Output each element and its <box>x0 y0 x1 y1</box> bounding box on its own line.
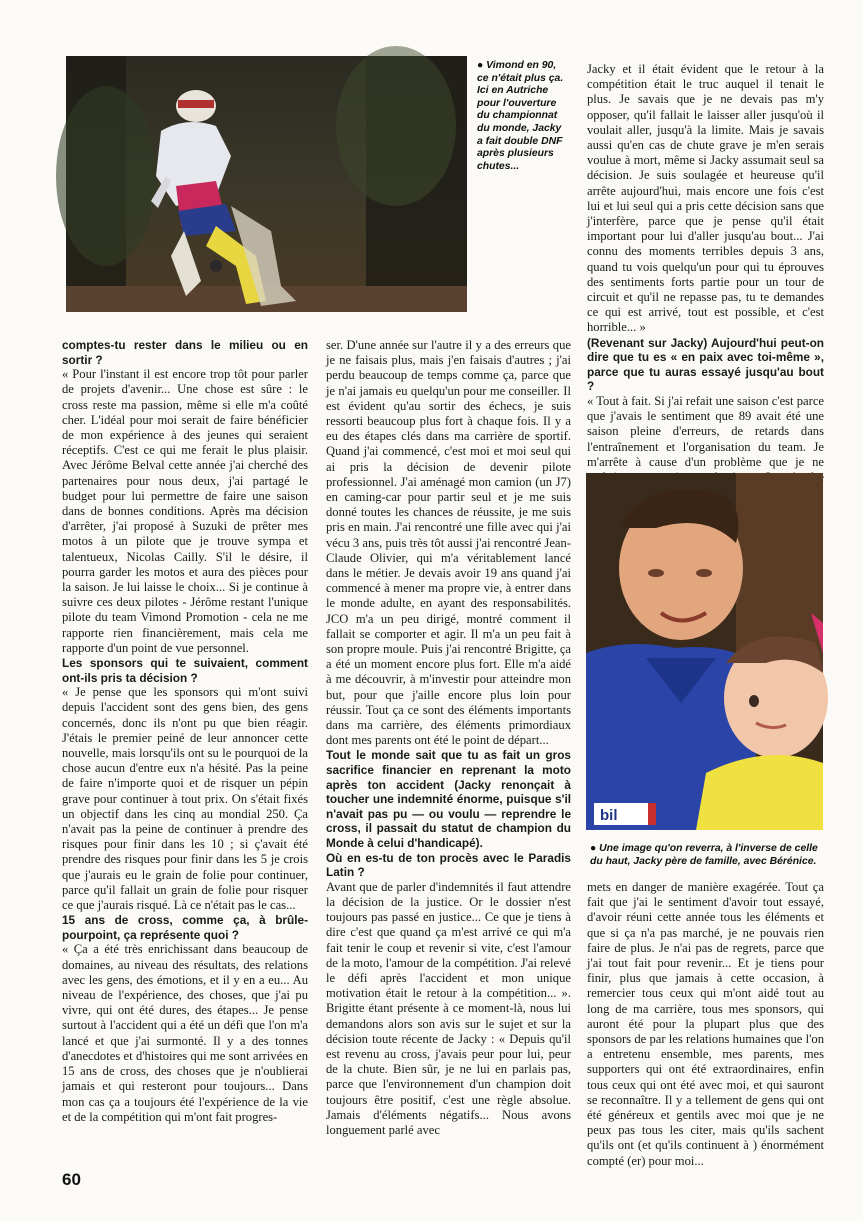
interview-question: (Revenant sur Jacky) Aujourd'hui peut-on dire que tu es « en paix avec toi-même », parce que tu auras essayé jusqu'au bout ? <box>587 335 824 394</box>
interview-question: Où en es-tu de ton procès avec le Paradis Latin ? <box>326 850 571 880</box>
interview-answer: « Tout à fait. Si j'ai refait une saison c'est parce que j'avais le sentiment que 89 avait été une saison pleine d'erreurs, de retards dans l'entraînement et l'organisation du team. Je m'arrête à cause d'un problème que je ne <box>587 394 824 469</box>
interview-question: comptes-tu rester dans le milieu ou en sortir ? <box>62 338 308 367</box>
interview-answer: mets en danger de manière exagérée. Tout ça fait que j'ai le sentiment d'avoir tout essayé, d'avoir réuni cette année tous les éléments et que si ça n'a pas marché, je ne pouvais rien faire de plus. Je n'ai pas de regrets, parce que j'ai tout fait pour revenir... Et je tiens pour finir, plus que jamais à cette occasion, à remercier tous ceux qui m'ont aidé tout au long de ma carrière, tous mes sponsors, qui auront été pour la plupart plus que des sponsors de par les relations humaines que l'on a entretenu ensemble, mes parents, mes supporters qui ont été extraordinaires, enfin tous ceux qui ont été avec moi, et qui sauront se reconnaître. Il y a tellement de gens qui ont été généreux et gentils avec moi que je ne peux pas tous les citer, mais qu'ils sachent qu'ils ont (et qu'ils continuent à ) énormément compté (er) pour moi... <box>587 880 824 1168</box>
interview-question: Tout le monde sait que tu as fait un gros sacrifice financier en reprenant la moto après ton accident (Jacky renonçait à toucher une indemnité énorme, puisque s'il n'avait pas pu — ou voulu — reprendre le cross, il passait du statut de champion du Monde à celui d'handicapé). <box>326 748 571 851</box>
caption-family: ● Une image qu'on reverra, à l'inverse de celle du haut, Jacky père de famille, avec Bérénice. <box>590 843 818 867</box>
interview-question: 15 ans de cross, comme ça, à brûle-pourpoint, ça représente quoi ? <box>62 913 308 942</box>
caption-top: ● Vimond en 90, ce n'était plus ça. Ici en Autriche pour l'ouverture du championnat du monde, Jacky a fait double DNF après plusieurs chutes... <box>477 60 564 172</box>
article-column-2 <box>326 338 571 1178</box>
photo-motocross-rider <box>66 56 467 312</box>
caption-family-text: Une image qu'on reverra, à l'inverse de celle du haut, Jacky père de famille, avec Bérénice. <box>590 843 818 867</box>
article-column-3-top <box>587 62 824 472</box>
interview-answer: Avant que de parler d'indemnités il faut attendre la décision de la justice. Or le dossier n'est toujours pas passé en justice... Ce que je tiens à dire c'est que quand ça m'est arrivé ce qui m'a fait tenir le coup et revenir si vite, c'est l'amour de la moto, l'amour de la compétition. J'ai relevé le défi après l'accident et mon unique motivation était le retour à la compétition... ». Brigitte étant présente à ce moment-là, nous lui demandons alors son avis sur le sujet et sur la décision toute récente de Jacky : « Depuis qu'il est revenu au cross, j'avais peur pour lui, peur de la chute. Bien sûr, je ne lui en parlais pas, parce que l'environnement d'un champion doit toujours être positif, c'est une règle absolue. Jamais d'éléments négatifs... Nous avons longuement parlé avec <box>326 879 571 1138</box>
interview-answer: « Je pense que les sponsors qui m'ont suivi depuis l'accident sont des gens bien, des gens concernés, donc ils n'ont pu que bien réagir. J'étais le premier peiné de leur annoncer cette nouvelle, mais lorsqu'ils ont su le pourquoi de la chose aucun d'entre eux n'a hésité. Pas la peine de faire n'importe quoi et de risquer un pépin grave pour continuer à tout prix. On s'était fixés un objectif dans les cinq au mondial 250. Ça n'avait pas la peine de continuer à prendre des risques pour finir dans les 10 ; si ç'avait été prendre des risques pour finir dans les 5 je crois que j'aurais eu le grain de folie pour continuer, parce qu'il fallait un grain de folie pour risquer ce que j'aurais risqué. Là ce n'était pas le cas... <box>62 685 308 913</box>
interview-answer: ser. D'une année sur l'autre il y a des erreurs que je ne faisais plus, mais j'en faisais d'autres ; j'ai perdu beaucoup de temps comme ça, parce que je n'ai jamais eu quelqu'un pour me conseiller. Il est évident qu'au sortir des échecs, je suis ressorti beaucoup plus fort à chaque fois. Il y a eu des étapes clés dans ma carrière de sportif. Quand j'ai commencé, c'est moi et moi seul qui ai pris la décision de devenir pilote professionnel. J'ai aménagé mon camion (un J7) en caming-car pour partir seul et je me suis donné toutes les chances de réussite, je me suis pris en main. J'ai rencontré une fille avec qui j'ai vécu 3 ans, puis très tôt aussi j'ai rencontré Jean-Claude Olivier, qui m'a véritablement lancé dans le métier. Je devais avoir 19 ans quand j'ai commencé à mener ma propre vie, à entrer dans le monde adulte, en ayant des responsabilités. JCO m'a un peu dirigé, montré comment il fallait se comporter et agir. Il m'a un peu fait à son propre moule. Puis j'ai rencontré Brigitte, ça a été un moment encore plus fort. Elle m'a aidé à me découvrir, à m'investir pour atteindre mon but, pour que j'aille encore plus loin pour réussir. Tout ça ce sont des éléments importants dans ma carrière, des éléments primordiaux dont mes parents ont été le point de départ... <box>326 338 571 748</box>
interview-question: Les sponsors qui te suivaient, comment ont-ils pris ta décision ? <box>62 656 308 685</box>
photo-father-and-baby <box>586 473 823 830</box>
article-column-1 <box>62 338 308 1178</box>
caption-top-text: Vimond en 90, ce n'était plus ça. Ici en Autriche pour l'ouverture du championnat du monde, Jacky a fait double DNF après plusieurs chutes... <box>477 60 564 172</box>
article-column-3-bottom <box>587 880 824 1178</box>
logo-bil-text: bil <box>600 807 618 824</box>
interview-answer: Jacky et il était évident que le retour à la compétition était le truc auquel il tenait le plus. Je savais que je ne devais pas m'y opposer, qu'il fallait le laisser aller jusqu'où il voulait aller, jusqu'à la limite. Mais je savais aussi qu'en cas de chute grave je m'en serais voulue à mort, même si Jacky assumait seul sa décision. Je suis soulagée et heureuse qu'il arrête aujourd'hui, mais encore une fois c'est lui et lui seul qui a pris cette décision sans que j'interfère, parce que je pense qu'il était important pour lui d'aller jusqu'au bout... J'ai connu des moments terribles depuis 3 ans, quand tu vois quelqu'un pour qui tu éprouves des sentiments forts partie pour un tour de circuit et qu'il ne repasse pas, tu te demandes ce qui est arrivé, tout est possible, et c'est horrible... » <box>587 62 824 335</box>
page-number: 60 <box>62 1170 81 1189</box>
interview-answer: « Ça a été très enrichissant dans beaucoup de domaines, au niveau des résultats, des relations avec les gens, des émotions, et il y en a eu... Au niveau de l'expérience, des choses, que j'ai pu vivre, qui ont été dures, des étapes... Je pense surtout à l'accident qui a été un défi que l'on m'a lancé et que j'ai surmonté. Il y a des tonnes d'anecdotes et d'histoires qui me sont arrivées en 15 ans de cross, des choses que je n'oublierai jamais et qui resteront pour toujours... Dans mon cas ça a toujours été l'expérience de la vie et de la compétition qui m'ont fait progres- <box>62 942 308 1124</box>
interview-answer: « Pour l'instant il est encore trop tôt pour parler de projets d'avenir... Une chose est sûre : le cross reste ma passion, même si elle m'a coûté cher. L'idéal pour moi serait de faire bénéficier de mon expérience à des jeunes qui seraient réceptifs. C'est ce qui me ferait le plus plaisir. Avec Jérôme Belval cette année j'ai cherché des partenaires pour nous deux, j'ai partagé le budget pour lui permettre de faire une saison dans de bonnes conditions. Après ma décision d'arrêter, j'ai proposé à Suzuki de prêter mes motos à un pilote que je trouve sympa et talentueux, Nicolas Cailly. S'il le désire, il pourra garder les motos et aura des pièces pour la saison. Je lui laisse le choix... Si je continue à suivre ces deux pilotes - Jérôme restant l'unique pilote du team Vimond Promotion - cela ne me rapporte rien financièrement, mais cela me rapporte d'un point de vue personnel. <box>62 367 308 655</box>
